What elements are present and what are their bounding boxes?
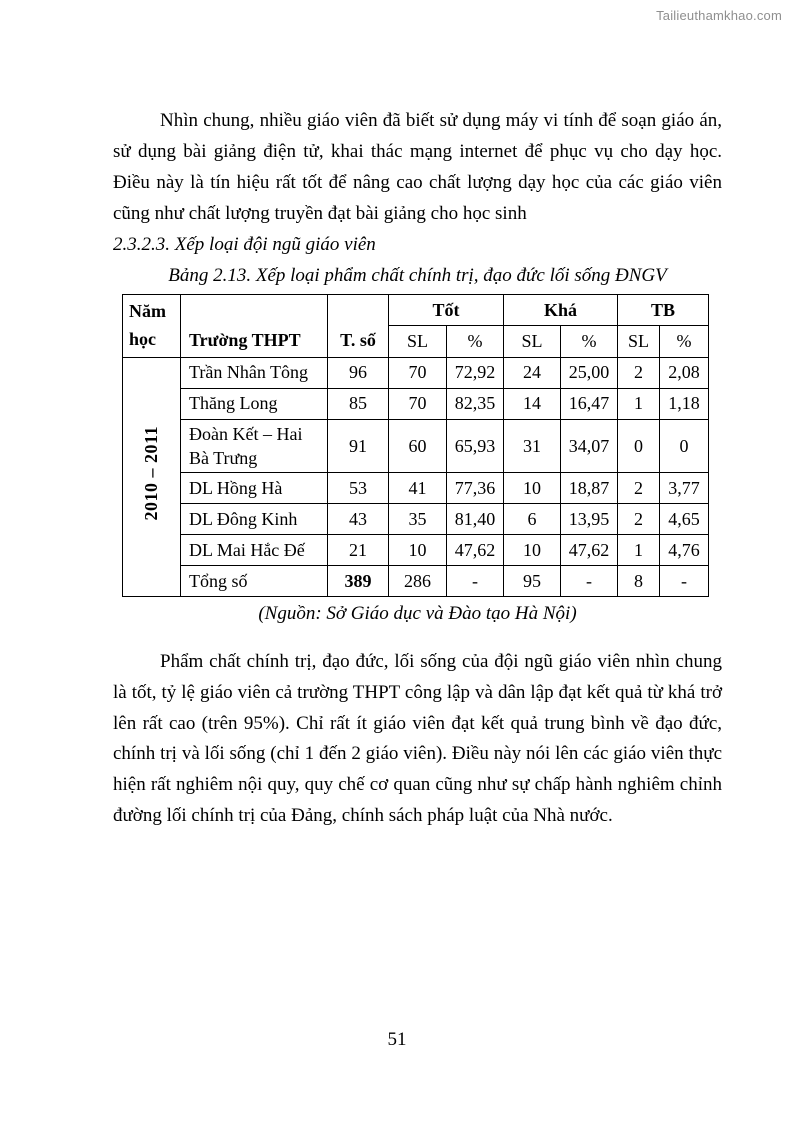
good-sl-cell: 10 [389,535,447,566]
average-pct-cell: 3,77 [660,473,709,504]
table-caption: Bảng 2.13. Xếp loại phẩm chất chính trị, đạo đức lối sống ĐNGV [168,264,667,286]
header-cell-good-sl: SL [389,326,447,357]
average-sl-cell: 8 [618,566,660,597]
good-pct-cell: 47,62 [447,535,504,566]
average-pct-cell: 0 [660,419,709,473]
table-row [123,388,709,419]
fair-sl-cell: 6 [504,504,561,535]
paragraph-1: Nhìn chung, nhiều giáo viên đã biết sử dụng máy vi tính để soạn giáo án, sử dụng bài giảng điện tử, khai thác mạng internet để phục vụ cho dạy học. Điều này là tín hiệu rất tốt để nâng cao chất lượng dạy học của các giáo viên cũng như chất lượng truyền đạt bài giảng cho học sinh [113,110,722,224]
source-note: (Nguồn: Sở Giáo dục và Đào tạo Hà Nội) [258,603,577,625]
header-cell-fair-pct: % [561,326,618,357]
fair-sl-cell: 10 [504,473,561,504]
total-cell: 91 [328,419,389,473]
average-pct-cell: 4,76 [660,535,709,566]
good-sl-cell: 41 [389,473,447,504]
paragraph-2: Phẩm chất chính trị, đạo đức, lối sống của đội ngũ giáo viên nhìn chung là tốt, tỷ lệ giáo viên cả trường THPT công lập và dân lập đạt kết quả từ khá trở lên rất cao (trên 95%). Chỉ rất ít giáo viên đạt kết quả trung bình về đạo đức, chính trị và lối sống (chỉ 1 đến 2 giáo viên). Điều này nói lên các giáo viên thực hiện rất nghiêm nội quy, quy chế cơ quan cũng như sự chấp hành nghiêm chỉnh đường lối chính trị của Đảng, chính sách pháp luật của Nhà nước. [113,650,722,827]
fair-pct-cell: 34,07 [561,419,618,473]
header-cell-total: T. số [328,294,389,357]
section-heading: 2.3.2.3. Xếp loại đội ngũ giáo viên [113,233,376,255]
header-cell-average-sl: SL [618,326,660,357]
header-cell-average: TB [618,294,709,325]
total-row-label: Tổng số [181,566,328,597]
watermark: Tailieuthamkhao.com [656,8,782,23]
total-cell: 21 [328,535,389,566]
header-row-1 [123,294,709,325]
total-cell: 53 [328,473,389,504]
school-name-cell: DL Mai Hắc Đế [181,535,328,566]
fair-pct-cell: - [561,566,618,597]
good-pct-cell: 77,36 [447,473,504,504]
header-cell-good-pct: % [447,326,504,357]
total-cell: 96 [328,357,389,388]
fair-pct-cell: 16,47 [561,388,618,419]
school-name-cell: DL Hồng Hà [181,473,328,504]
teacher-rating-table [122,294,709,597]
average-sl-cell: 2 [618,473,660,504]
year-span-cell [123,357,181,597]
year-label: 2010 – 2011 [141,426,162,521]
header-cell-fair: Khá [504,294,618,325]
table-row [123,473,709,504]
header-cell-fair-sl: SL [504,326,561,357]
fair-pct-cell: 13,95 [561,504,618,535]
average-pct-cell: - [660,566,709,597]
fair-pct-cell: 47,62 [561,535,618,566]
good-pct-cell: 82,35 [447,388,504,419]
table-total-row [123,566,709,597]
header-cell-year: Năm học [123,294,181,357]
good-sl-cell: 70 [389,388,447,419]
good-pct-cell: 72,92 [447,357,504,388]
fair-pct-cell: 18,87 [561,473,618,504]
school-name-cell: Trần Nhân Tông [181,357,328,388]
good-sl-cell: 35 [389,504,447,535]
total-cell: 85 [328,388,389,419]
table-row [123,419,709,473]
good-pct-cell: 65,93 [447,419,504,473]
average-sl-cell: 1 [618,535,660,566]
header-cell-school: Trường THPT [181,294,328,357]
fair-sl-cell: 95 [504,566,561,597]
header-cell-average-pct: % [660,326,709,357]
table-header [123,294,709,357]
table-row [123,357,709,388]
good-sl-cell: 60 [389,419,447,473]
good-sl-cell: 70 [389,357,447,388]
average-sl-cell: 2 [618,504,660,535]
table-row [123,504,709,535]
fair-sl-cell: 31 [504,419,561,473]
school-name-cell: Thăng Long [181,388,328,419]
fair-pct-cell: 25,00 [561,357,618,388]
header-cell-good: Tốt [389,294,504,325]
fair-sl-cell: 24 [504,357,561,388]
fair-sl-cell: 10 [504,535,561,566]
average-pct-cell: 2,08 [660,357,709,388]
table-body [123,357,709,597]
school-name-cell: Đoàn Kết – Hai Bà Trưng [181,419,328,473]
page-number: 51 [387,1029,407,1050]
good-sl-cell: 286 [389,566,447,597]
average-sl-cell: 2 [618,357,660,388]
total-cell: 389 [328,566,389,597]
table-row [123,535,709,566]
total-cell: 43 [328,504,389,535]
average-sl-cell: 0 [618,419,660,473]
average-pct-cell: 1,18 [660,388,709,419]
good-pct-cell: - [447,566,504,597]
average-pct-cell: 4,65 [660,504,709,535]
fair-sl-cell: 14 [504,388,561,419]
good-pct-cell: 81,40 [447,504,504,535]
school-name-cell: DL Đông Kinh [181,504,328,535]
average-sl-cell: 1 [618,388,660,419]
